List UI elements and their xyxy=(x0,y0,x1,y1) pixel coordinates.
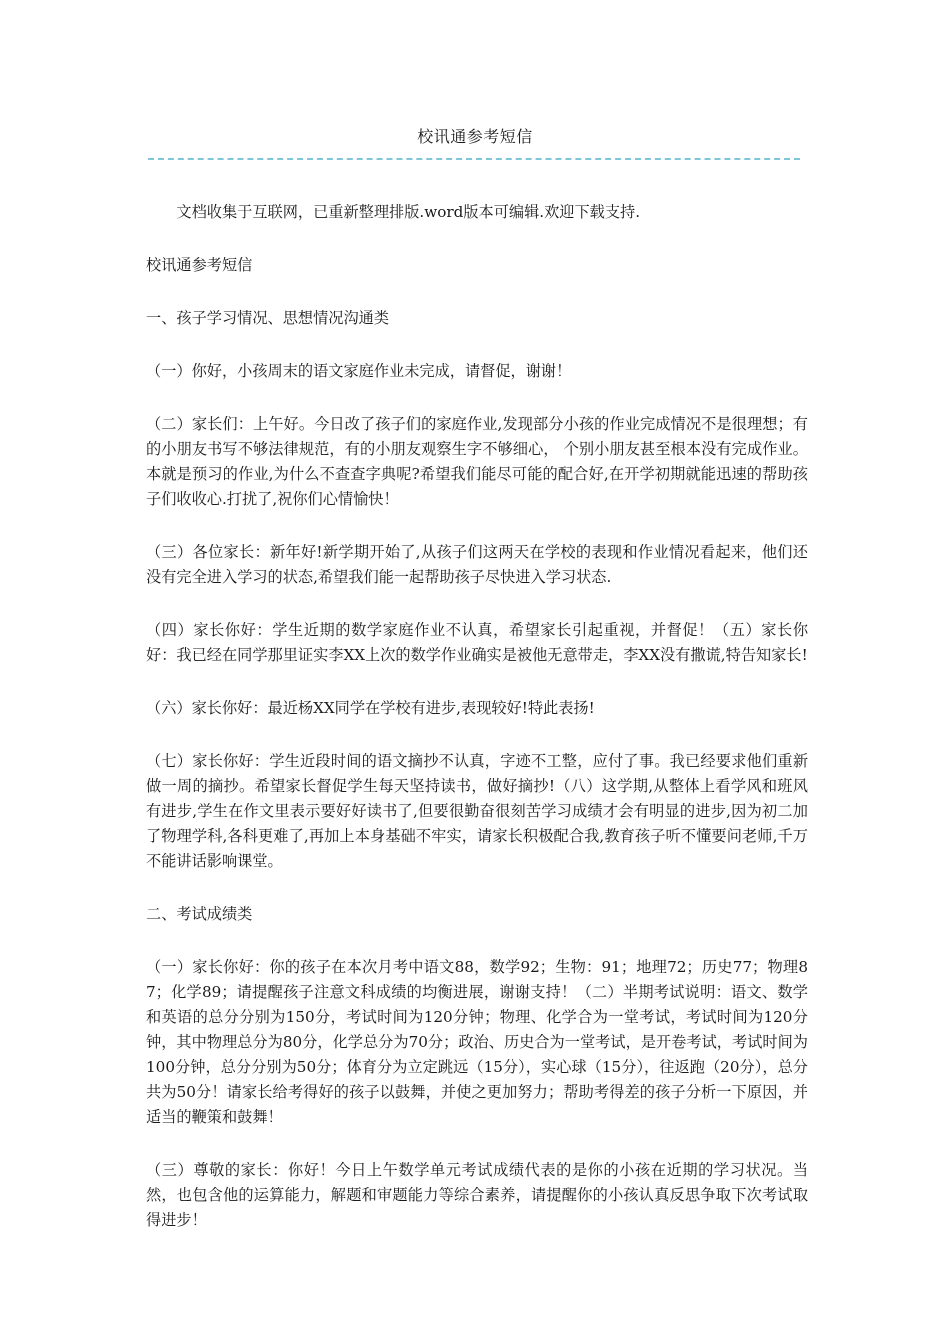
intro-note: 文档收集于互联网，已重新整理排版.word版本可编辑.欢迎下载支持. xyxy=(176,203,641,221)
document-title: 校讯通参考短信 xyxy=(146,256,253,274)
paragraph: （一）家长你好：你的孩子在本次月考中语文88，数学92；生物：91；地理72；历史77；物理87；化学89；请提醒孩子注意文科成绩的均衡进展，谢谢支持！（二）半期考试说明：语文、数学和英语的总分分别为150分，考试时间为120分钟；物理、化学合为一堂考试，考试时间为120分钟，其中物理总分为80分，化学总分为70分；政治、历史合为一堂考试，是开卷考试，考试时间为100分钟，总分分别为50分；体育分为立定跳远（15分），实心球（15分），往返跑（20分），总分共为50分！请家长给考得好的孩子以鼓舞，并使之更加努力；帮助考得差的孩子分析一下原因，并适当的鞭策和鼓舞！ xyxy=(146,958,808,1126)
document-body xyxy=(146,200,808,1261)
header-title: 校讯通参考短信 xyxy=(417,127,533,146)
section-heading-1: 一、孩子学习情况、思想情况沟通类 xyxy=(146,309,389,327)
section-heading-2: 二、考试成绩类 xyxy=(146,905,253,923)
paragraph: （一）你好，小孩周末的语文家庭作业未完成，请督促，谢谢！ xyxy=(146,362,572,380)
paragraph: （三）尊敬的家长：你好！今日上午数学单元考试成绩代表的是你的小孩在近期的学习状况。当然，也包含他的运算能力，解题和审题能力等综合素养，请提醒你的小孩认真反思争取下次考试取得进步！ xyxy=(146,1161,808,1229)
paragraph: （三）各位家长：新年好!新学期开始了,从孩子们这两天在学校的表现和作业情况看起来，他们还没有完全进入学习的状态,希望我们能一起帮助孩子尽快进入学习状态. xyxy=(146,543,808,586)
header-divider xyxy=(148,158,800,160)
paragraph: （二）家长们：上午好。今日改了孩子们的家庭作业,发现部分小孩的作业完成情况不是很理想；有的小朋友书写不够法律规范，有的小朋友观察生字不够细心， 个别小朋友甚至根本没有完成作业。本就是预习的作业,为什么不查查字典呢?希望我们能尽可能的配合好,在开学初期就能迅速的帮助孩子们收收心.打扰了,祝你们心情愉快！ xyxy=(146,415,808,508)
paragraph: （六）家长你好：最近杨XX同学在学校有进步,表现较好!特此表扬! xyxy=(146,699,595,717)
paragraph: （七）家长你好：学生近段时间的语文摘抄不认真，字迹不工整，应付了事。我已经要求他们重新做一周的摘抄。希望家长督促学生每天坚持读书，做好摘抄!（八）这学期,从整体上看学风和班风有进步,学生在作文里表示要好好读书了,但要很勤奋很刻苦学习成绩才会有明显的进步,因为初二加了物理学科,各科更难了,再加上本身基础不牢实，请家长积极配合我,教育孩子听不懂要问老师,千万不能讲话影响课堂。 xyxy=(146,752,808,870)
paragraph: （四）家长你好：学生近期的数学家庭作业不认真，希望家长引起重视，并督促！（五）家长你好：我已经在同学那里证实李XX上次的数学作业确实是被他无意带走，李XX没有撒谎,特告知家长! xyxy=(146,621,808,664)
